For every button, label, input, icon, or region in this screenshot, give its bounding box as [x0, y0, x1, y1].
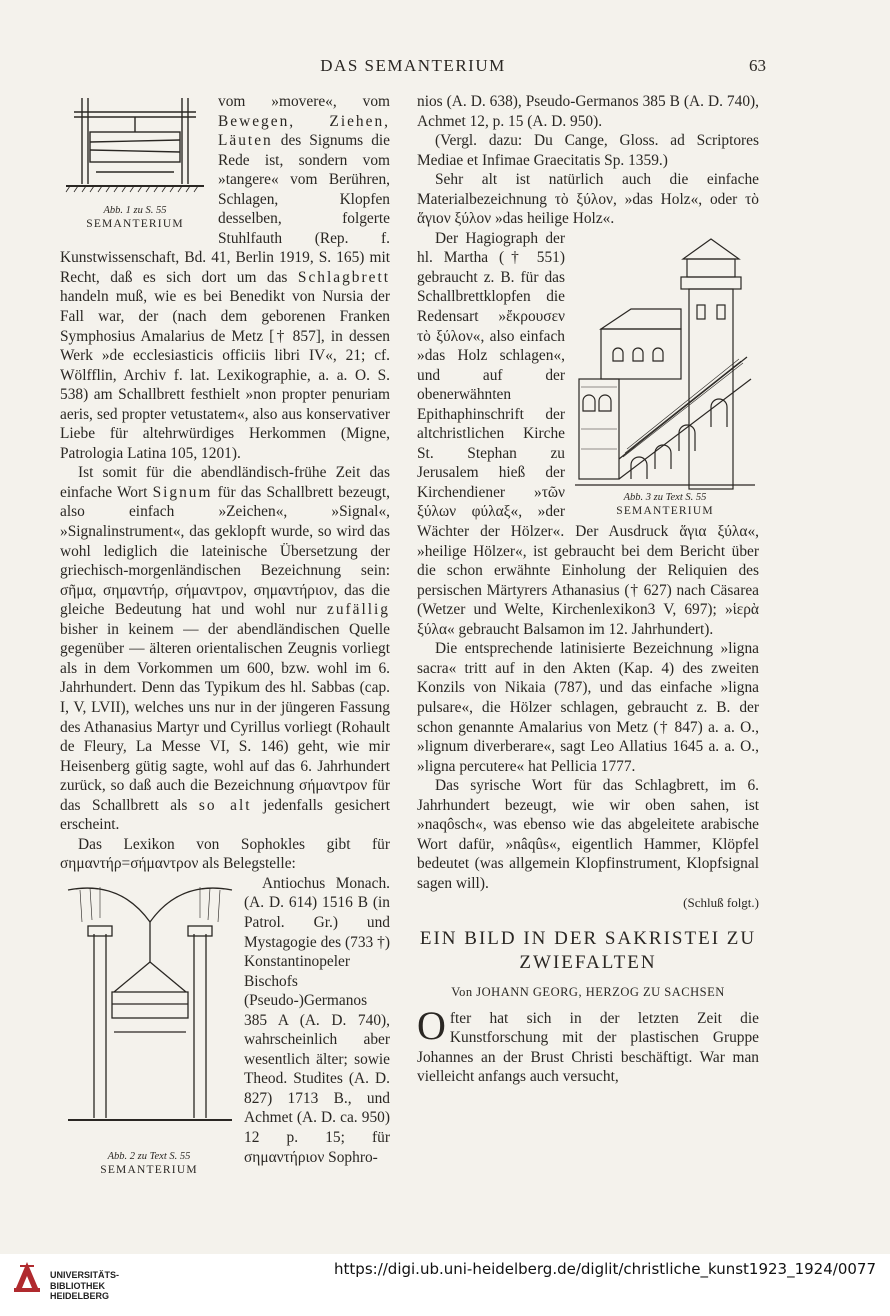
- institution-line: BIBLIOTHEK: [50, 1280, 105, 1291]
- right-column: [417, 92, 759, 1087]
- running-title: DAS SEMANTERIUM: [320, 56, 506, 75]
- paragraph: Das Lexikon von Sophokles gibt für σημαντήρ=σήμαντρον als Belegstelle:: [60, 835, 390, 873]
- paragraph: [60, 463, 390, 834]
- page-header: [60, 54, 766, 80]
- source-url-link[interactable]: https://digi.ub.uni-heidelberg.de/diglit/christliche_kunst1923_1924/0077: [334, 1260, 876, 1278]
- page-number: 63: [749, 56, 766, 75]
- figure-2-caption: Abb. 2 zu Text S. 55: [107, 1150, 191, 1162]
- text-run: des Signums die Rede ist, sondern vom »tangere« vom Berühren, Schlagen, Klopfen desselben, folgerte Stuhlfauth (Rep. f. Kunstwissenschaft, Bd. 41, Berlin 1919, S. 165) mit Recht, daß es sich dort um das: [60, 132, 390, 286]
- paragraph: Antiochus Monach. (A. D. 614) 1516 B (in Patrol. Gr.) und Mystagogie des (733 †) Konstantinopeler Bischofs (Pseudo-)Germanos 385 A (A. D. 740), wahrscheinlich aber wesentlich älter; sowie Theod. Studites (A. D. 827) 1713 B., und Achmet (A. D. ca. 950) 12 p. 15; für σημαντήριον Sophro-: [244, 874, 390, 1166]
- spaced-text: so alt: [198, 796, 252, 814]
- text-run: fter hat sich in der letzten Zeit die Kunstforschung mit der plastischen Gruppe Johannes an der Brust Christi beschäftigt. War man vielleicht anfangs auch versucht,: [417, 1009, 759, 1086]
- figure-1-caption: Abb. 1 zu S. 55: [103, 205, 167, 216]
- institution-name: [50, 1270, 119, 1302]
- spaced-text: Schlagbrett: [297, 268, 390, 286]
- university-seal-icon: [10, 1258, 44, 1303]
- spaced-text: zufällig: [326, 601, 390, 619]
- spaced-text: Signum: [152, 483, 213, 501]
- monastery-building-illustration: [571, 229, 759, 491]
- text-run: handeln muß, wie es bei Benedikt von Nursia der Fall war, der (nach dem geborenen Franken Symphosius Amalarius de Metz [† 857], in dessen Werk »de ecclesiasticis officiis libri IV«, 21; cf. Wölfflin, Archiv f. lat. Lexikographie, a. a. O. S. 538) am Schallbrett festhielt »non propter penuriam aeris, sed propter vetustatem«, also aus konservativer Liebe für altehrwürdiges Herkommen (Migne, Patrologia Latina 105, 1201).: [60, 288, 390, 462]
- paragraph: Die entsprechende latinisierte Bezeichnung »ligna sacra« tritt auf in den Akten (Kap. 4) des zweiten Konzils von Nikaia (787), und das einfache »ligna pulsare«, die Hölzer schlagen, gebraucht z. B. der schon genannte Amalarius von Metz († 847) a. a. O., »lignum diverberare«, sagt Leo Allatius 1645 a. a. O., »ligna percutere« hat Pellicia 1777.: [417, 640, 759, 775]
- figure-2-label: SEMANTERIUM: [100, 1163, 198, 1176]
- text-run: jedenfalls gesichert erscheint.: [60, 796, 391, 834]
- text-run: vom »movere«, vom: [218, 93, 390, 110]
- left-column: [60, 92, 390, 1182]
- paragraph: Sehr alt ist natürlich auch die einfache Materialbezeichnung τὸ ξύλον, »das Holz«, oder τὸ ἅγιον ξύλον »das heilige Holz«.: [417, 171, 759, 228]
- institution-line: HEIDELBERG: [50, 1291, 110, 1301]
- figure-3-caption: Abb. 3 zu Text S. 55: [623, 491, 707, 503]
- figure-1-label: SEMANTERIUM: [86, 218, 184, 230]
- semanterium-arcade-illustration: [60, 882, 238, 1150]
- semanterium-board-illustration: [60, 92, 210, 204]
- byline: Von JOHANN GEORG, HERZOG ZU SACHSEN: [451, 984, 725, 999]
- paragraph: Das syrische Wort für das Schlagbrett, im 6. Jahrhundert bezeugt, wie wir oben sahen, ist »naqôsch«, was ebenso wie das abgeleitete arabische Wort dafür, »nâqûs«, eigentlich Hammer, Klöpfel bedeutet (was allgemein Klopfinstrument, Klopfsignal sagen will).: [417, 777, 759, 892]
- figure-3: [571, 229, 759, 519]
- paragraph: nios (A. D. 638), Pseudo-Germanos 385 B (A. D. 740), Achmet 12, p. 15 (A. D. 950).: [417, 93, 759, 130]
- spaced-text: Bewegen, Ziehen, Läuten: [218, 112, 390, 150]
- figure-2: [60, 882, 238, 1180]
- footer-bar: [0, 1254, 890, 1316]
- section-title: EIN BILD IN DER SAKRISTEI ZU ZWIEFALTEN: [419, 927, 757, 973]
- figure-1: [60, 92, 210, 234]
- text-run: Ist somit für die abendländisch-frühe Zeit das einfache Wort: [60, 464, 390, 501]
- text-run: bisher in keinem — der abendländischen Quelle gegenüber — älteren orientalischen Zeugnis vorliegt als in dem Vorkommen um 600, bzw. wohl im 6. Jahrhundert. Denn das Typikum des hl. Sabbas (cap. I, V, LVII), welches uns nur in der jüngeren Fassung des Athanasius Martyr und Cyrillus vorliegt (Rohault de Fleury, La Messe VI, S. 146) geht, wie mir Heisenberg gütig sagte, wohl auf das 6. Jahrhundert zurück, so daß auch die Bezeichnung σήμαντρον für das Schallbrett als: [60, 620, 390, 814]
- figure-3-label: SEMANTERIUM: [616, 504, 714, 517]
- drop-cap: O: [417, 1002, 446, 1048]
- text-run: für das Schallbrett bezeugt, also einfach »Zeichen«, »Signal«, »Signalinstrument«, das geklopft wurde, so wird das wohl lediglich die lateinische Übersetzung der griechisch-morgenländischen Bezeichnung sein: σῆμα, σημαντήρ, σήμαντρον, σημαντήριον, das die gleiche Bedeutung hat und wohl nur: [60, 483, 390, 619]
- paragraph: [417, 1002, 759, 1087]
- closing-note: (Schluß folgt.): [683, 895, 759, 911]
- institution-line: UNIVERSITÄTS-: [50, 1270, 120, 1280]
- paragraph: Der Hagiograph der hl. Martha († 551) gebraucht z. B. für das Schallbrettklopfen die Redensart »ἔκρουσεν τὸ ξύλον«, also einfach »das Holz schlagen«, und auf der obenerwähnten Epithaphinschrift der altchristlichen Kirche St. Stephan zu Jerusalem hieß der Kirchendiener »τῶν ξύλων φύλαξ«, »der Wächter der Hölzer«. Der Ausdruck ἅγια ξύλα«, »heilige Hölzer«, ist gebraucht bei dem Bericht über die schon erwähnte Einholung der Reliquien des persischen Märtyrers Athanasius († 627) nach Cäsarea (Wetzer und Welte, Kirchenlexikon3 V, 697); »ἱερὰ ξύλα« gebraucht Balsamon im 12. Jahrhundert).: [417, 229, 759, 638]
- paragraph: (Vergl. dazu: Du Cange, Gloss. ad Scriptores Mediae et Infimae Graecitatis Sp. 1359.): [417, 132, 759, 169]
